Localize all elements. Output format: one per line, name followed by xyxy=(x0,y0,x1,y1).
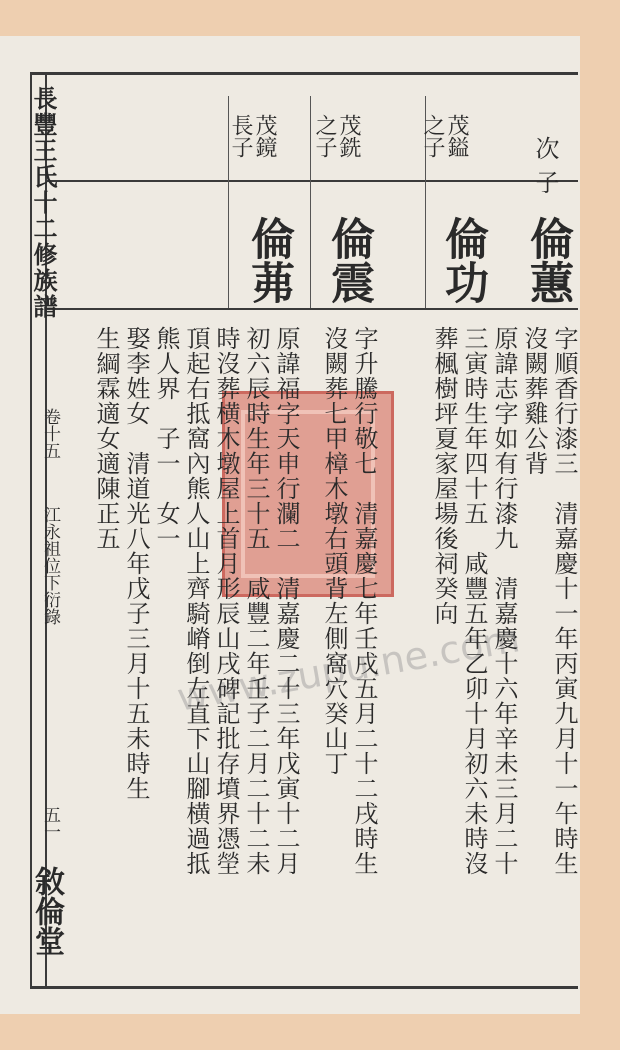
section-label: 江永祖位下衍錄 xyxy=(40,506,60,625)
genealogy-page xyxy=(0,36,580,1014)
relation-mao-yi-zhi-zi: 茂鎰之子 xyxy=(420,114,469,158)
body-column: 沒闕葬雞公背 xyxy=(520,326,548,476)
relation-ci-zi: 次子 xyxy=(531,136,559,204)
body-column: 熊人界 子一 女一 xyxy=(152,326,180,551)
body-column: 字順香行漆三 清嘉慶十一年丙寅九月十一午時生 xyxy=(550,326,578,876)
volume-label: 卷十五 xyxy=(40,408,60,459)
name-lun-hui: 倫蕙 xyxy=(522,216,573,304)
page-number: 五一 xyxy=(40,806,60,840)
body-column: 葬楓樹坪夏家屋場後祠癸向 xyxy=(430,326,458,626)
upper-band-top-line xyxy=(47,180,578,182)
body-column: 生綱霖適女適陳正五 xyxy=(92,326,120,551)
relation-mao-jing-zhang-zi: 茂鏡長子 xyxy=(228,114,277,158)
entry-divider-2 xyxy=(310,96,311,308)
body-column: 字升騰行敬七 清嘉慶七年壬戌五月二十二戌時生 xyxy=(350,326,378,876)
bottom-border xyxy=(30,986,578,989)
name-lun-gong: 倫功 xyxy=(437,216,488,304)
body-column: 初六辰時生年三十五 咸豐二年壬子二月二十二未 xyxy=(242,326,270,876)
hall-name: 敘倫堂 xyxy=(29,866,64,956)
body-column: 原諱福字天申行瀾二 清嘉慶二十三年戊寅十二月 xyxy=(272,326,300,876)
body-column: 娶李姓女 清道光八年戊子三月十五未時生 xyxy=(122,326,150,801)
relation-mao-xian-zhi-zi: 茂銑之子 xyxy=(312,114,361,158)
top-border xyxy=(30,72,578,75)
body-column: 頂起右抵窩內熊人山上齊騎嵴倒左直下山腳横過抵 xyxy=(182,326,210,876)
name-lun-di: 倫茀 xyxy=(243,216,294,304)
body-column: 原諱志字如有行漆九 清嘉慶十六年辛未三月二十 xyxy=(490,326,518,876)
name-lun-zhen: 倫震 xyxy=(323,216,374,304)
book-title: 長豐王氏十二修族譜 xyxy=(29,86,58,320)
body-column: 時沒葬横木墩屋上首月形辰山戌碑記批存墳界憑塋 xyxy=(212,326,240,876)
body-column: 沒闕葬七甲樟木墩右頭背左側窩穴癸山丁 xyxy=(320,326,348,776)
watermark-site-url: www.zupu.ne.com xyxy=(173,616,524,720)
upper-band-bottom-line xyxy=(47,308,578,310)
body-column: 三寅時生年四十五 咸豐五年乙卯十月初六未時沒 xyxy=(460,326,488,876)
